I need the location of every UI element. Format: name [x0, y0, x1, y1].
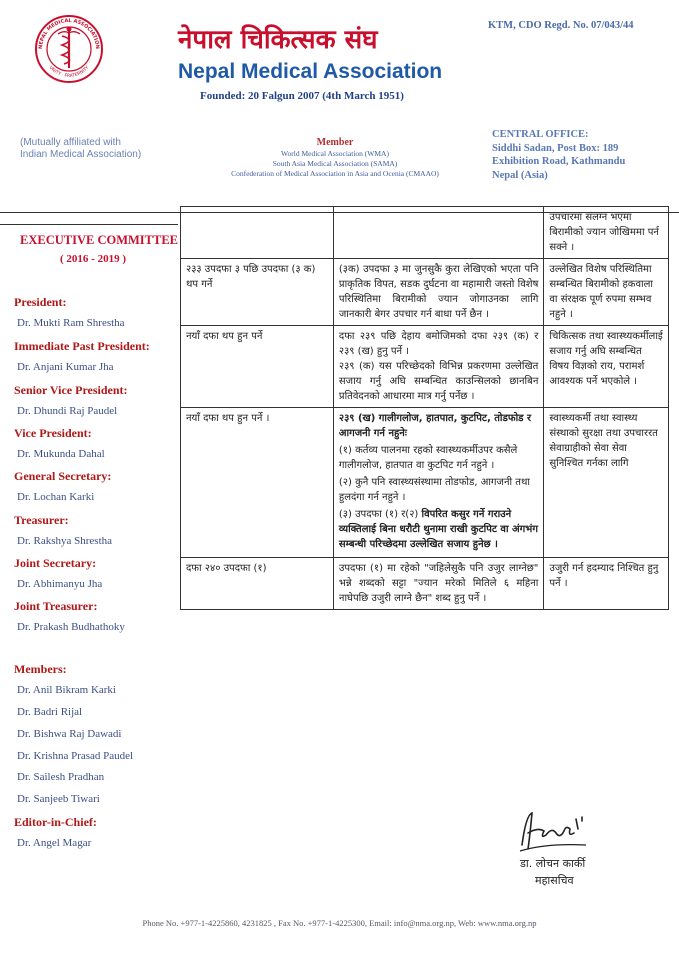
registration-number: KTM, CDO Regd. No. 07/043/44 — [488, 20, 634, 31]
central-office-line: Exhibition Road, Kathmandu — [492, 156, 626, 167]
signatory-name: डा. लोचन कार्की — [520, 857, 586, 870]
logo-text-top: NEPAL MEDICAL ASSOCIATION — [37, 17, 101, 50]
table-row — [181, 207, 669, 259]
member-name: Dr. Bishwa Raj Dawadi — [17, 728, 122, 740]
role-label: President: — [14, 295, 67, 309]
table-row — [181, 558, 669, 610]
editor-label: Editor-in-Chief: — [14, 815, 97, 829]
member-name: Dr. Sanjeeb Tiwari — [17, 793, 100, 805]
central-office-heading: CENTRAL OFFICE: — [492, 129, 589, 140]
person-name: Dr. Anjani Kumar Jha — [17, 361, 114, 373]
table-cell: नयाँ दफा थप हुन पर्ने । — [181, 408, 334, 558]
affiliation-line: (Mutually affiliated with — [20, 137, 121, 148]
table-cell — [333, 408, 543, 558]
members-label: Members: — [14, 662, 67, 676]
committee-title: EXECUTIVE COMMITTEE — [20, 233, 179, 247]
title-english: Nepal Medical Association — [178, 60, 443, 83]
table-row — [181, 259, 669, 326]
contact-footer: Phone No. +977-1-4225860, 4231825 , Fax No. +977-1-4225300, Email: info@nma.org.np, Web: www.nma.org.np — [142, 918, 537, 928]
table-cell — [333, 207, 543, 259]
table-cell: उपचारमा संलग्न भएमा बिरामीको ज्यान जोखिममा पर्न सक्ने । — [544, 207, 669, 259]
table-cell: स्वास्थ्यकर्मी तथा स्वास्थ्य संस्थाको सुरक्षा तथा उपचाररत सेवाग्राहीको सेवा सेवा सुनिश्चित गर्नका लागि — [544, 408, 669, 558]
role-label: Joint Secretary: — [14, 556, 97, 570]
role-label: Joint Treasurer: — [14, 599, 98, 613]
table-cell: (३क) उपदफा ३ मा जुनसुकै कुरा लेखिएको भएता पनि प्राकृतिक विपत, सडक दुर्घटना वा महामारी जस्तो विशेष परिस्थितिमा बिरामीको ज्यान जोगाउनका लागि जानकारी बेगर उपचार गर्न बाधा पर्ने छैन । — [333, 259, 543, 326]
table-row — [181, 408, 669, 558]
table-row — [181, 326, 669, 408]
person-name: Dr. Dhundi Raj Paudel — [17, 405, 118, 417]
clause-text — [339, 507, 538, 552]
table-cell: चिकित्सक तथा स्वास्थ्यकर्मीलाई सजाय गर्नु अघि सम्बन्धित विषय विज्ञको राय, परामर्श आवश्यक पर्ने भएकोले । — [544, 326, 669, 408]
clause-bold: विपरित कसुर गर्ने गराउने व्यक्तिलाई बिना धरौटी थुनामा राखी कुटपिट वा अंगभंग सम्बन्धी परिच्छेदमा उल्लेखित सजाय हुनेछ । — [338, 509, 538, 550]
central-office-line: Siddhi Sadan, Post Box: 189 — [492, 142, 619, 154]
founded-date: Founded: 20 Falgun 2007 (4th March 1951) — [200, 90, 404, 102]
role-label: Vice President: — [14, 426, 92, 440]
membership-heading: Member — [316, 137, 354, 148]
divider — [0, 224, 178, 225]
person-name: Dr. Mukti Ram Shrestha — [17, 317, 125, 329]
role-label: General Secretary: — [14, 469, 112, 483]
nma-logo — [34, 14, 104, 84]
table-cell: उपदफा (१) मा रहेको "जहिलेसुकै पनि उजुर लाग्नेछ" भन्ने शब्दको सट्टा "ज्यान मरेको मितिले ६ महिना नाघेपछि उजुरी लाग्ने छैन" शब्द हुनु पर्ने । — [333, 558, 543, 610]
logo-text-bottom: UNITY · FRATERNITY — [47, 65, 91, 80]
central-office — [492, 128, 672, 182]
person-name: Dr. Mukunda Dahal — [17, 448, 105, 460]
table-cell: उजुरी गर्न हदम्याद निश्चित हुनु पर्ने । — [544, 558, 669, 610]
membership-block — [200, 137, 470, 179]
member-name: Dr. Anil Bikram Karki — [17, 684, 116, 696]
membership-line: Confederation of Medical Association in Asia and Ocenia (CMAAO) — [231, 169, 439, 178]
section-heading: २३९ (ख) गालीगलोज, हातपात, कुटपिट, तोडफोड र आगजनी गर्न नहुनेः — [338, 413, 532, 439]
amendment-table-grid — [180, 206, 669, 610]
person-name: Dr. Lochan Karki — [17, 491, 95, 503]
committee-years: ( 2016 - 2019 ) — [60, 253, 126, 265]
title-nepali: नेपाल चिकित्सक संघ — [178, 25, 378, 55]
clause-text: (१) कर्तव्य पालनमा रहको स्वास्थ्यकर्मीउपर कसैले गालीगलोज, हातपात वा कुटपिट गर्न नहुने । — [338, 445, 518, 471]
person-name: Dr. Prakash Budhathoky — [17, 621, 125, 633]
affiliation-note — [20, 137, 170, 161]
role-label: Senior Vice President: — [14, 383, 128, 397]
clause-plain: (३) उपदफा (१) र(२) — [338, 509, 422, 520]
member-name: Dr. Krishna Prasad Paudel — [17, 750, 134, 762]
affiliation-line: Indian Medical Association) — [20, 149, 142, 160]
signature-mark — [516, 805, 596, 855]
table-cell: दफा २३९ पछि देहाय बमोजिमको दफा २३९ (क) र २३९ (ख) हुनु पर्ने । २३९ (क) यस परिच्छेदको विभिन्न प्रकरणमा उल्लेखित सजाय गर्नु अघि सम्बन्धित काउन्सिलको छानबिन प्रतिवेदनको आधारमा मात्र गर्नु पर्नेछ । — [333, 326, 543, 408]
amendment-table — [180, 206, 669, 610]
table-cell: नयाँ दफा थप हुन पर्ने — [181, 326, 334, 408]
table-cell — [181, 207, 334, 259]
person-name: Dr. Abhimanyu Jha — [17, 578, 103, 590]
role-label: Treasurer: — [14, 513, 69, 527]
member-name: Dr. Sailesh Pradhan — [17, 771, 105, 783]
table-cell: उल्लेखित विशेष परिस्थितिमा सम्बन्धित बिरामीको हकवाला वा संरक्षक पूर्ण रुपमा सम्भव नहुने । — [544, 259, 669, 326]
member-name: Dr. Badri Rijal — [17, 706, 83, 718]
editor-name: Dr. Angel Magar — [17, 837, 92, 849]
signatory-title: महासचिव — [535, 874, 574, 887]
person-name: Dr. Rakshya Shrestha — [17, 535, 113, 547]
table-cell: दफा २४० उपदफा (१) — [181, 558, 334, 610]
membership-line: South Asia Medical Association (SAMA) — [272, 159, 398, 168]
table-cell: २३३ उपदफा ३ पछि उपदफा (३ क) थप गर्ने — [181, 259, 334, 326]
role-label: Immediate Past President: — [14, 339, 150, 353]
clause-text: (२) कुनै पनि स्वास्थ्यसंस्थामा तोडफोड, आगजनी तथा हुलदंगा गर्न नहुने । — [338, 477, 530, 503]
membership-line: World Medical Association (WMA) — [281, 149, 389, 158]
central-office-line: Nepal (Asia) — [492, 169, 548, 181]
